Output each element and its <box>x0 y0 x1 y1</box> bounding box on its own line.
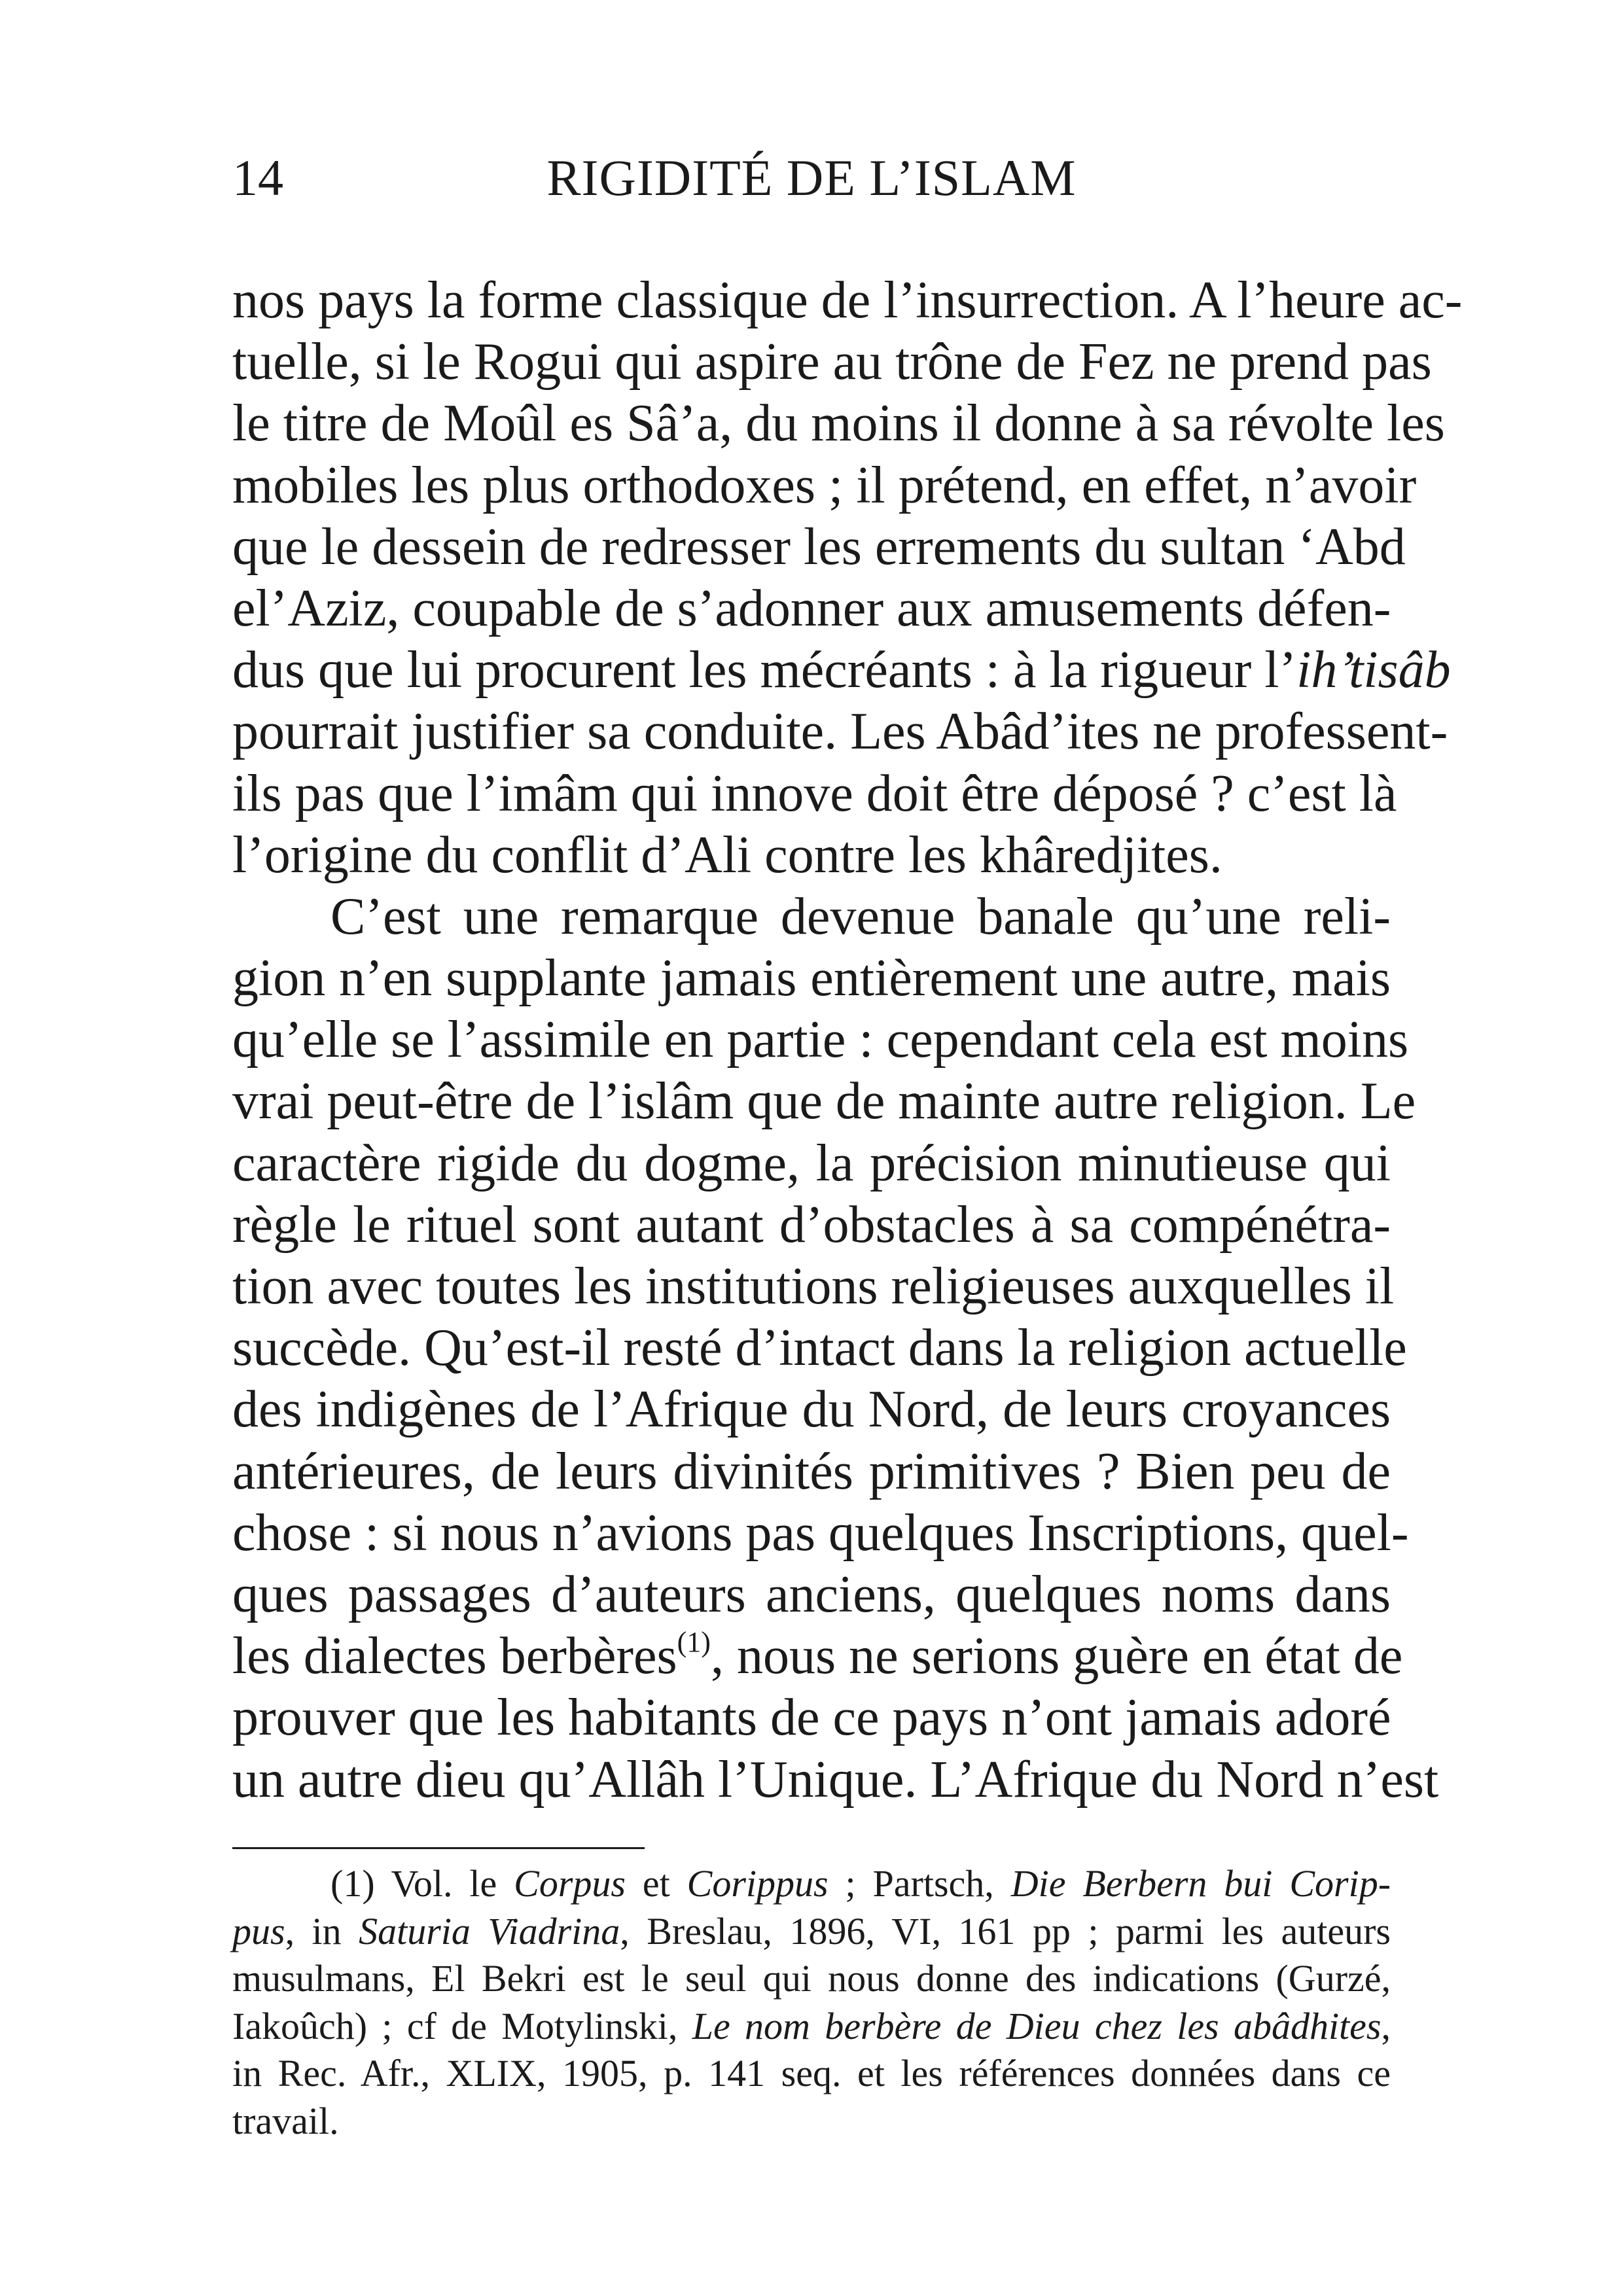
text-line: le titre de Moûl es Sâ’a, du moins il donne à sa révolte les <box>232 395 1445 453</box>
page-number: 14 <box>232 149 283 206</box>
footnote-line: musulmans, El Bekri est le seul qui nous donne des indications (Gurzé, <box>232 1957 1391 2000</box>
text-line: un autre dieu qu’Allâh l’Unique. L’Afrique du Nord n’est <box>232 1750 1439 1809</box>
text-segment: , Breslau, 1896, VI, 161 pp ; parmi les auteurs <box>620 1909 1391 1952</box>
text-segment: et <box>626 1862 687 1905</box>
text-line: C’est une remarque devenue banale qu’une reli- <box>330 887 1391 945</box>
text-segment: dus que lui procurent les mécréants : à la rigueur l’ <box>232 641 1297 699</box>
text-segment: , in <box>285 1909 359 1952</box>
text-line: ques passages d’auteurs anciens, quelques noms dans <box>232 1565 1391 1623</box>
text-line: que le dessein de redresser les errements du sultan ‘Abd <box>232 518 1406 576</box>
italic-title: Le nom berbère de Dieu chez les abâdhites <box>692 2004 1382 2047</box>
footnote-line <box>232 2003 1391 2051</box>
text-line: tuelle, si le Rogui qui aspire au trône de Fez ne prend pas <box>232 333 1432 391</box>
text-line: el’Aziz, coupable de s’adonner aux amusements défen- <box>232 579 1391 637</box>
text-line: nos pays la forme classique de l’insurrection. A l’heure ac- <box>232 272 1463 329</box>
text-line: des indigènes de l’Afrique du Nord, de leurs croyances <box>232 1381 1391 1439</box>
text-segment: les dialectes berbères <box>232 1627 677 1686</box>
footnote <box>232 1860 1391 2145</box>
text-line: prouver que les habitants de ce pays n’ont jamais adoré <box>232 1689 1391 1747</box>
text-line: antérieures, de leurs divinités primitives ? Bien peu de <box>232 1442 1391 1500</box>
footnote-line <box>232 1908 1391 1956</box>
text-line <box>232 1625 1403 1687</box>
footnote-line: in Rec. Afr., XLIX, 1905, p. 141 seq. et les références données dans ce <box>232 2052 1391 2094</box>
text-line: tion avec toutes les institutions religieuses auxquelles il <box>232 1258 1395 1315</box>
footnote-divider <box>232 1847 645 1849</box>
footnote-line <box>232 1860 1391 1908</box>
text-line: succède. Qu’est-il resté d’intact dans la religion actuelle <box>232 1319 1407 1377</box>
text-segment: , nous ne serions guère en état de <box>710 1627 1403 1686</box>
footnote-line: travail. <box>232 2099 339 2142</box>
footnote-reference[interactable]: (1) <box>677 1626 711 1659</box>
text-line: chose : si nous n’avions pas quelques Inscriptions, quel- <box>232 1504 1409 1562</box>
text-line: règle le rituel sont autant d’obstacles à sa compénétra- <box>232 1195 1391 1254</box>
text-line <box>232 639 1451 701</box>
text-segment: , <box>1381 2004 1391 2047</box>
italic-title: Saturia Viadrina <box>359 1909 620 1952</box>
main-text <box>232 270 1463 1810</box>
text-segment: ; Partsch, <box>828 1862 1011 1905</box>
running-title: RIGIDITÉ DE L’ISLAM <box>546 149 1077 206</box>
text-line: gion n’en supplante jamais entièrement une autre, mais <box>232 949 1391 1008</box>
text-line: qu’elle se l’assimile en partie : cependant cela est moins <box>232 1011 1409 1069</box>
text-line: caractère rigide du dogme, la précision minutieuse qui <box>232 1134 1391 1192</box>
page-header <box>232 145 1391 211</box>
text-segment: Iakoûch) ; cf de Motylinski, <box>232 2004 692 2047</box>
text-line: l’origine du conflit d’Ali contre les khâredjites. <box>232 826 1222 884</box>
text-segment: (1) Vol. le <box>330 1862 514 1905</box>
paragraph-1 <box>232 270 1463 886</box>
italic-title: Corippus <box>687 1862 829 1905</box>
italic-title: Corpus <box>514 1862 626 1905</box>
italic-title: Die Berbern bui Corip- <box>1010 1862 1391 1905</box>
text-line: ils pas que l’imâm qui innove doit être déposé ? c’est là <box>232 764 1397 822</box>
text-line: pourrait justifier sa conduite. Les Abâd’ites ne professent- <box>232 703 1448 761</box>
text-line: vrai peut-être de l’islâm que de mainte autre religion. Le <box>232 1072 1416 1131</box>
paragraph-2 <box>232 886 1439 1810</box>
italic-title: pus <box>232 1909 285 1952</box>
italic-term: ih’tisâb <box>1296 641 1451 699</box>
text-line: mobiles les plus orthodoxes ; il prétend, en effet, n’avoir <box>232 456 1417 514</box>
